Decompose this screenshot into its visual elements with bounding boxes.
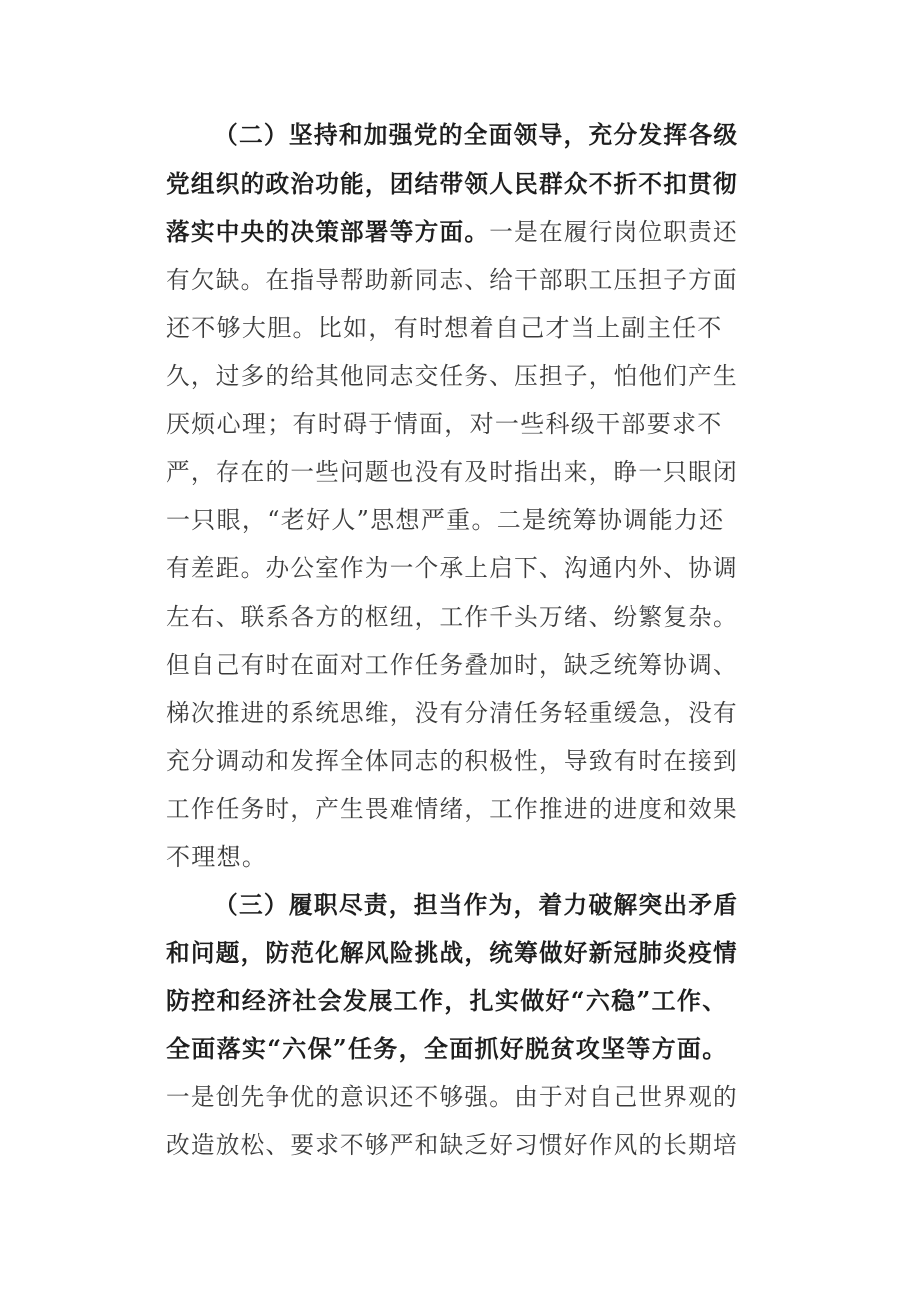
body-text: 工作任务时，产生畏难情绪，工作推进的进度和效果: [166, 795, 738, 823]
paragraph-3-heading-line-2: [166, 933, 738, 973]
paragraph-2-line-9: [166, 500, 724, 540]
paragraph-2-line-10: [166, 548, 738, 588]
paragraph-3-heading-line-3: [166, 981, 728, 1021]
paragraph-2-line-15: [166, 789, 738, 829]
bold-text: 防控和经济社会发展工作，扎实做好“六稳”工作、: [166, 986, 728, 1015]
bold-text: 和问题，防范化解风险挑战，统筹做好新冠肺炎疫情: [166, 938, 738, 967]
body-text: 有欠缺。在指导帮助新同志、给干部职工压担子方面: [166, 266, 738, 294]
body-text: 还不够大胆。比如，有时想着自己才当上副主任不: [166, 314, 723, 342]
bold-text: （三）履职尽责，担当作为，着力破解突出矛盾: [214, 890, 739, 919]
paragraph-2-line-14: [166, 741, 738, 781]
bold-text: 党组织的政治功能，团结带领人民群众不折不扣贯彻: [166, 169, 738, 198]
body-text: 一是在履行岗位职责还: [489, 218, 738, 246]
body-text: 充分调动和发挥全体同志的积极性，导致有时在接到: [166, 747, 738, 775]
paragraph-3-heading-line-4: [166, 1029, 728, 1069]
paragraph-2-line-8: [166, 452, 738, 492]
body-text: 一只眼，“老好人”思想严重。二是统筹协调能力还: [166, 506, 725, 534]
body-text: 不理想。: [166, 843, 268, 871]
paragraph-2-heading-line-2: [166, 164, 738, 204]
body-text: 有差距。办公室作为一个承上启下、沟通内外、协调: [166, 554, 738, 582]
body-text: 久，过多的给其他同志交任务、压担子，怕他们产生: [166, 362, 738, 390]
bold-text: （二）坚持和加强党的全面领导，充分发挥各级: [214, 120, 739, 149]
paragraph-2-heading-line-1: [214, 115, 738, 155]
paragraph-2-line-5: [166, 308, 723, 348]
bold-text: 全面落实“六保”任务，全面抓好脱贫攻坚等方面。: [166, 1034, 728, 1063]
paragraph-2-line-12: [166, 645, 738, 685]
body-text: 厌烦心理；有时碍于情面，对一些科级干部要求不: [166, 410, 723, 438]
paragraph-2-line-11: [166, 597, 738, 637]
body-text: 严，存在的一些问题也没有及时指出来，睁一只眼闭: [166, 458, 738, 486]
bold-text: 落实中央的决策部署等方面。: [166, 217, 490, 246]
paragraph-2-line-13: [166, 693, 738, 733]
paragraph-3-heading-line-1: [214, 885, 738, 925]
paragraph-2-line-4: [166, 260, 738, 300]
body-text: 但自己有时在面对工作任务叠加时，缺乏统筹协调、: [166, 651, 738, 679]
paragraph-2-line-3: [166, 212, 738, 252]
paragraph-3-line-6: [166, 1125, 738, 1165]
body-text: 一是创先争优的意识还不够强。由于对自己世界观的: [166, 1083, 738, 1111]
body-text: 梯次推进的系统思维，没有分清任务轻重缓急，没有: [166, 699, 738, 727]
paragraph-2-line-16: [166, 837, 267, 877]
paragraph-3-line-5: [166, 1077, 738, 1117]
body-text: 左右、联系各方的枢纽，工作千头万绪、纷繁复杂。: [166, 603, 738, 631]
paragraph-2-line-6: [166, 356, 738, 396]
paragraph-2-line-7: [166, 404, 723, 444]
body-text: 改造放松、要求不够严和缺乏好习惯好作风的长期培: [166, 1131, 738, 1159]
